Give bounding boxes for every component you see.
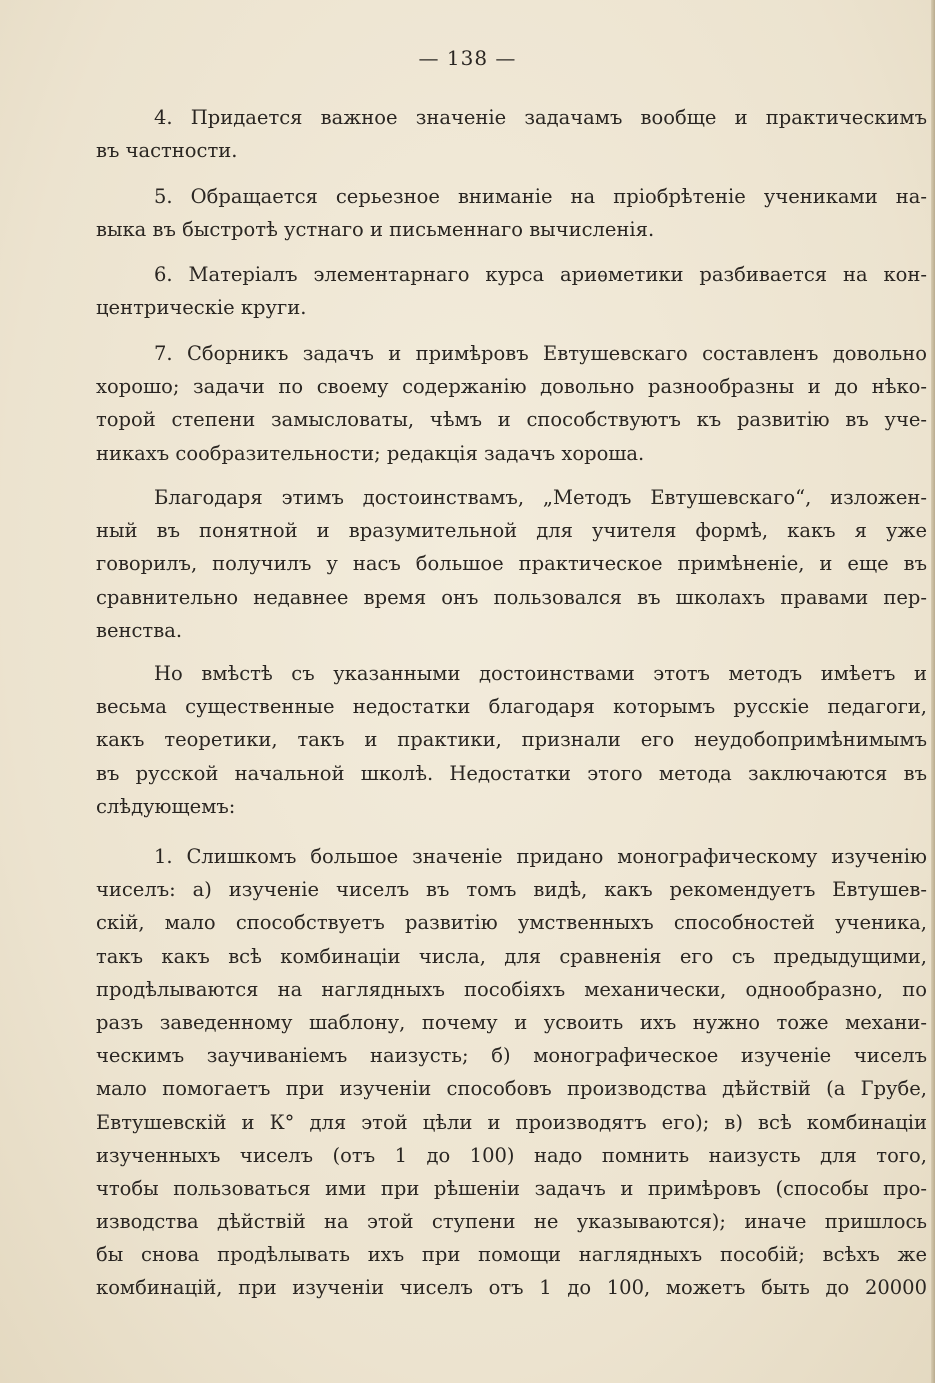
text-line: выка въ быстротѣ устнаго и письменнаго вычисленiя. (96, 218, 655, 242)
text-line: центрическiе круги. (96, 296, 307, 320)
text-line: Но вмѣстѣ съ указанными достоинствами этотъ методъ имѣетъ и (154, 662, 927, 685)
text-line: сравнительно недавнее время онъ пользовался въ школахъ правами пер- (96, 585, 927, 609)
paragraph-item-5 (96, 180, 927, 246)
paragraph-item-4 (96, 101, 927, 167)
text-line: въ русской начальной школѣ. Недостатки этого метода заключаются въ (96, 761, 927, 785)
paragraph-item-1 (96, 840, 927, 1305)
text-line: мало помогаетъ при изученiи способовъ производства дѣйствiй (а Грубе, (96, 1077, 927, 1101)
text-line: скiй, мало способствуетъ развитiю умственныхъ способностей ученика, (96, 911, 927, 935)
text-line: торой степени замысловаты, чѣмъ и способствуютъ къ развитiю въ уче- (96, 408, 927, 432)
text-line: разъ заведенному шаблону, почему и усвоить ихъ нужно тоже механи- (96, 1010, 927, 1034)
text-line: продѣлываются на наглядныхъ пособiяхъ механически, однообразно, по (96, 977, 927, 1001)
text-line: никахъ сообразительности; редакцiя задачъ хороша. (96, 441, 645, 465)
text-line: ный въ понятной и вразумительной для учителя формѣ, какъ я уже (96, 519, 927, 543)
text-line: бы снова продѣлывать ихъ при помощи наглядныхъ пособiй; всѣхъ же (96, 1243, 927, 1267)
text-line: 7. Сборникъ задачъ и примѣровъ Евтушевскаго составленъ довольно (154, 342, 927, 365)
text-line: такъ какъ всѣ комбинацiи числа, для сравненiя его съ предыдущими, (96, 944, 927, 968)
text-line: Евтушевскiй и К° для этой цѣли и производятъ его); в) всѣ комбинацiи (96, 1110, 927, 1134)
text-line: венства. (96, 618, 183, 642)
paragraph-item-7 (96, 337, 927, 470)
text-line: комбинацiй, при изученiи чиселъ отъ 1 до 100, можетъ быть до 20000 (96, 1276, 927, 1300)
text-line: 4. Придается важное значенiе задачамъ вообще и практическимъ (154, 106, 927, 129)
text-line: 5. Обращается серьезное вниманiе на прiобрѣтенiе учениками на- (154, 185, 927, 208)
paragraph-merits (96, 481, 927, 647)
text-line: Благодаря этимъ достоинствамъ, „Методъ Евтушевскаго“, изложен- (154, 486, 927, 509)
text-line: изводства дѣйствiй на этой ступени не указываются); иначе пришлось (96, 1210, 927, 1234)
text-line: чиселъ: а) изученiе чиселъ въ томъ видѣ, какъ рекомендуетъ Евтушев- (96, 878, 927, 902)
page-number: — 138 — (418, 46, 517, 70)
text-line: слѣдующемъ: (96, 794, 236, 818)
text-line: хорошо; задачи по своему содержанiю довольно разнообразны и до нѣко- (96, 375, 927, 399)
text-line: весьма существенные недостатки благодаря которымъ русскiе педагоги, (96, 695, 927, 719)
text-line: какъ теоретики, такъ и практики, признали его неудобопримѣнимымъ (96, 728, 927, 752)
text-line: 6. Матерiалъ элементарнаго курса ариѳметики разбивается на кон- (154, 263, 927, 286)
text-line: 1. Слишкомъ большое значенiе придано монографическому изученiю (154, 845, 927, 868)
text-line: изученныхъ чиселъ (отъ 1 до 100) надо помнить наизусть для того, (96, 1143, 927, 1167)
text-line: въ частности. (96, 139, 238, 163)
page-edge (931, 0, 935, 1383)
text-line: ческимъ заучиванiемъ наизусть; б) монографическое изученiе чиселъ (96, 1044, 927, 1068)
paragraph-shortcomings (96, 657, 927, 823)
paragraph-item-6 (96, 258, 927, 324)
text-line: говорилъ, получилъ у насъ большое практическое примѣненiе, и еще въ (96, 552, 927, 576)
text-line: чтобы пользоваться ими при рѣшенiи задачъ и примѣровъ (способы про- (96, 1176, 927, 1200)
